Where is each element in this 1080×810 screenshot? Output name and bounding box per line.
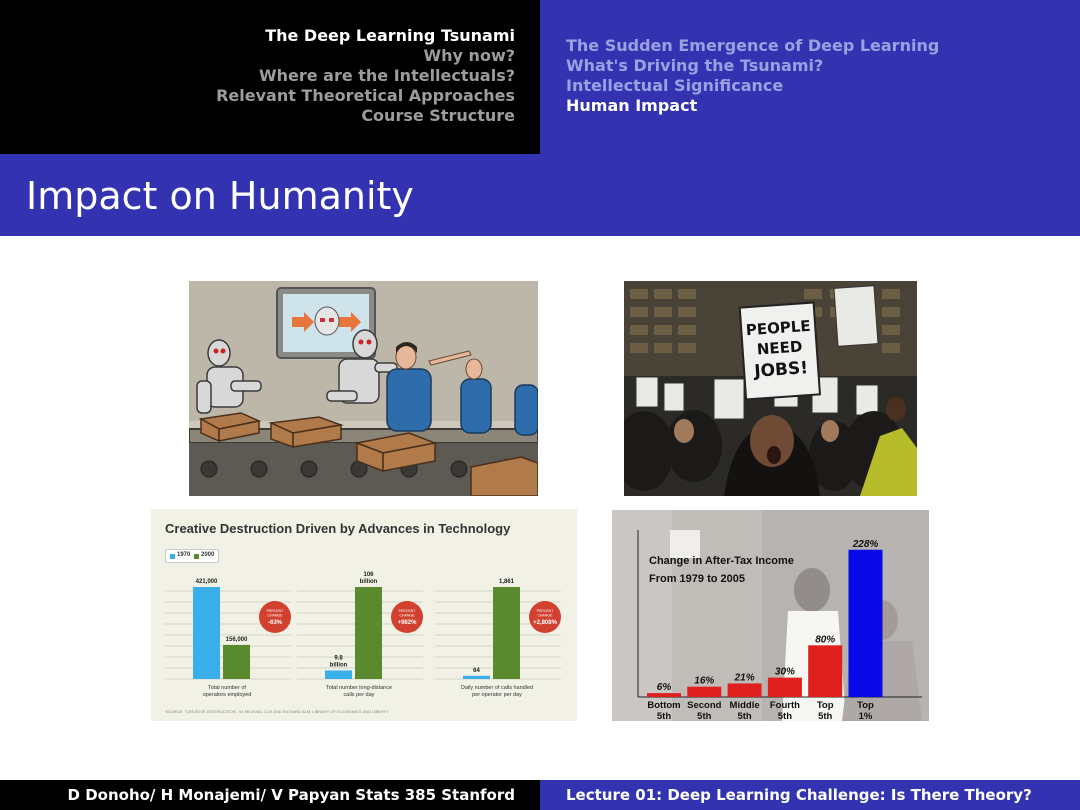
chart1-axis-label: per operator per day <box>472 692 522 698</box>
chart1-value-label: 1,861 <box>498 579 515 585</box>
chart2-subtitle: From 1979 to 2005 <box>649 573 745 585</box>
chart2-bar <box>768 678 802 697</box>
chart1-panel <box>435 579 561 698</box>
chart1-value-label: billion <box>329 662 348 669</box>
chart2-category-label: 5th <box>818 711 833 721</box>
after-tax-income-chart <box>612 510 929 721</box>
protest-photo <box>624 281 917 496</box>
legend-label-1970: 1970 <box>177 552 191 558</box>
chart1-value-label: 106 <box>363 572 374 578</box>
chart1-value-label: billion <box>359 579 378 585</box>
legend-label-2000: 2000 <box>201 552 215 558</box>
chart1-bar <box>493 587 520 679</box>
chart2-category-label: 1% <box>858 711 873 721</box>
chart1-panel <box>165 579 291 698</box>
chart1-value-label: 421,000 <box>195 579 218 585</box>
section-link-intellectuals[interactable]: Where are the Intellectuals? <box>258 66 515 85</box>
chart1-bar <box>355 587 382 679</box>
chart1-bar <box>223 645 250 679</box>
footer-lecture-title: Lecture 01: Deep Learning Challenge: Is There Theory? <box>566 786 1032 804</box>
chart1-axis-label: operators employed <box>202 692 252 698</box>
chart1-bar <box>463 676 490 679</box>
chart1-badge-value: -63% <box>267 620 283 626</box>
chart1-axis-label: Total number of <box>208 685 246 691</box>
chart1-value-label: 156,000 <box>225 636 248 643</box>
chart1-plot <box>151 509 577 721</box>
subsection-link-human-impact[interactable]: Human Impact <box>566 96 698 115</box>
chart2-bar <box>808 645 842 697</box>
chart2-bar <box>728 683 762 697</box>
chart1-badge-heading: PERCENT <box>536 609 554 613</box>
chart2-title-line: Change in After-Tax Income <box>649 555 794 567</box>
chart2-value-label: 228% <box>852 538 879 550</box>
frame-title-bar <box>0 154 1080 236</box>
header-sections-panel <box>0 0 540 154</box>
chart2-bar <box>647 693 681 697</box>
chart1-source: SOURCE: "CREATIVE DESTRUCTION", W. MICHAEL COX AND RICHARD ALM, LIBRARY OF ECONOMICS AND LIBERTY <box>165 709 389 714</box>
chart1-bar <box>325 670 352 679</box>
robots-factory-illustration <box>189 281 538 496</box>
subsection-nav <box>566 36 939 116</box>
section-nav <box>216 26 515 126</box>
chart1-badge-value: +2,808% <box>533 620 557 626</box>
svg-text:JOBS!: JOBS! <box>753 358 809 382</box>
section-link-theoretical-approaches[interactable]: Relevant Theoretical Approaches <box>216 86 515 105</box>
chart2-value-label: 30% <box>774 666 795 678</box>
section-link-course-structure[interactable]: Course Structure <box>361 106 515 125</box>
subsection-link-driving-tsunami[interactable]: What's Driving the Tsunami? <box>566 56 824 75</box>
chart1-bar <box>193 587 220 679</box>
robots-factory-drawing <box>189 281 538 496</box>
chart1-badge-heading: CHANGE <box>537 613 553 618</box>
chart2-bar <box>849 550 883 697</box>
subsection-link-sudden-emergence[interactable]: The Sudden Emergence of Deep Learning <box>566 36 940 55</box>
chart2-category-label: Middle <box>729 700 760 711</box>
chart1-badge-value: +982% <box>397 620 417 626</box>
footer-lecture-bar <box>540 780 1080 810</box>
chart2-category-label: Top <box>816 700 834 711</box>
chart1-value-label: 9.8 <box>334 655 343 662</box>
protest-drawing <box>624 281 917 496</box>
chart2-bar <box>687 687 721 697</box>
chart1-axis-label: Total number long-distance <box>325 685 393 691</box>
slide-title: Impact on Humanity <box>26 174 414 218</box>
footer-authors: D Donoho/ H Monajemi/ V Papyan Stats 385 Stanford <box>67 786 515 804</box>
chart1-title: Creative Destruction Driven by Advances in Technology <box>165 521 511 536</box>
chart1-panel <box>297 572 423 698</box>
chart1-badge-heading: CHANGE <box>399 613 415 618</box>
chart2-plot <box>612 510 929 721</box>
chart2-category-label: Fourth <box>769 700 800 711</box>
chart2-category-label: 5th <box>697 711 712 721</box>
chart2-category-label: 5th <box>777 711 793 721</box>
chart2-value-label: 21% <box>734 672 755 684</box>
svg-text:NEED: NEED <box>756 337 803 359</box>
chart2-category-label: Bottom <box>647 700 681 711</box>
chart2-value-label: 16% <box>694 675 715 687</box>
chart2-category-label: 5th <box>737 711 752 721</box>
chart1-badge-heading: CHANGE <box>267 613 283 618</box>
creative-destruction-chart <box>151 509 577 721</box>
chart1-badge-heading: PERCENT <box>398 609 416 613</box>
chart1-axis-label: Daily number of calls handled <box>460 685 534 691</box>
section-link-deep-learning-tsunami[interactable]: The Deep Learning Tsunami <box>265 26 515 45</box>
section-link-why-now[interactable]: Why now? <box>423 46 515 65</box>
chart1-badge-heading: PERCENT <box>266 609 284 613</box>
chart1-value-label: 64 <box>473 667 480 674</box>
chart2-category-label: Second <box>687 700 722 711</box>
chart1-axis-label: calls per day <box>343 692 375 698</box>
chart2-category-label: Top <box>857 700 874 711</box>
footer-authors-bar <box>0 780 540 810</box>
chart2-value-label: 80% <box>815 634 836 646</box>
chart2-category-label: 5th <box>656 711 672 721</box>
chart2-value-label: 6% <box>656 682 672 694</box>
protest-sign-text: PEOPLE <box>745 316 812 340</box>
subsection-link-intellectual-significance[interactable]: Intellectual Significance <box>566 76 784 95</box>
header-subsections-panel <box>540 0 1080 154</box>
